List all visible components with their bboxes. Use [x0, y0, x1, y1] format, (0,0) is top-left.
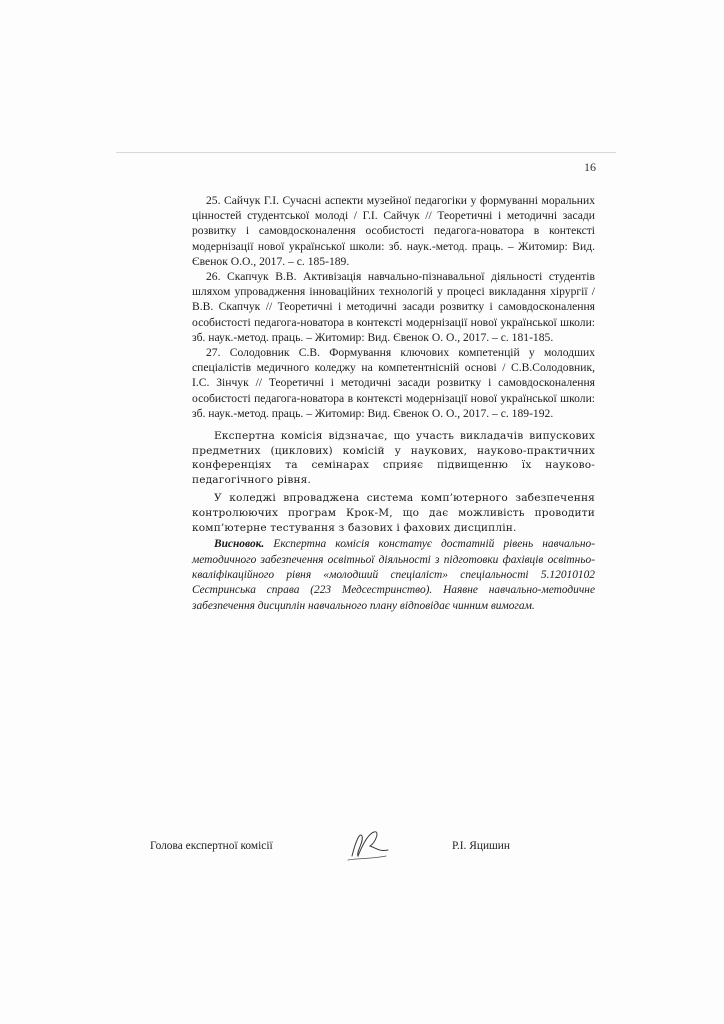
reference-item-25: 25. Сайчук Г.І. Сучасні аспекти музейної педагогіки у формуванні моральних цінностей студентської молоді / Г.І. Сайчук // Теоретичні і методичні засади розвитку і самовдосконалення особистості педагога-новатора в контексті модернізації нової української школи: зб. наук.-метод. праць. – Житомир: Вид. Євенок О.О., 2017. – с. 185-189. — [192, 194, 595, 268]
page-number: 16 — [584, 160, 596, 174]
page-content — [192, 193, 595, 614]
signature-block — [150, 826, 570, 866]
paragraph-computer-testing: У коледжі впроваджена система комп’ютерного забезпечення контролюючих програм Крок-М, що дає можливість проводити комп’ютерне тестування з базових і фахових дисциплін. — [192, 492, 595, 534]
signature-title: Голова експертної комісії — [150, 840, 273, 852]
page-top-rule — [116, 152, 616, 153]
signature-name: Р.І. Яцишин — [452, 840, 510, 852]
conclusion-label: Висновок. — [214, 538, 265, 551]
conclusion-paragraph — [192, 537, 595, 614]
reference-item-27: 27. Солодовник С.В. Формування ключових компетенцій у молодших спеціалістів медичного коледжу на компетентнісній основі / С.В.Солодовник, І.С. Зінчук // Теоретичні і методичні засади розвитку і самовдосконалення особистості педагога-новатора в контексті модернізації нової української школи: зб. наук.-метод. праць. – Житомир: Вид. Євенок О. О., 2017. – с. 189-192. — [192, 346, 595, 420]
paragraph-expert-commission: Експертна комісія відзначає, що участь викладачів випускових предметних (циклових) комісій у наукових, науково-практичних конференціях та семінарах сприяє підвищенню їх науково-педагогічного рівня. — [192, 430, 595, 486]
conclusion-text: Експертна комісія констатує достатній рівень навчально-методичного забезпечення освітньої діяльності з підготовки фахівців освітньо-кваліфікаційного рівня «молодший спеціаліст» спеціальності 5.12010102 Сестринська справа (223 Медсестринство). Наявне навчально-методичне забезпечення дисциплін навчального плану відповідає чинним вимогам. — [192, 538, 595, 612]
handwritten-signature-icon — [346, 826, 392, 864]
reference-item-26: 26. Скапчук В.В. Активізація навчально-пізнавальної діяльності студентів шляхом упровадження інноваційних технологій у процесі викладання хірургії / В.В. Скапчук // Теоретичні і методичні засади розвитку і самовдосконалення особистості педагога-новатора в контексті модернізації нової української школи: зб. наук.-метод. праць. – Житомир: Вид. Євенок О. О., 2017. – с. 181-185. — [192, 270, 595, 344]
